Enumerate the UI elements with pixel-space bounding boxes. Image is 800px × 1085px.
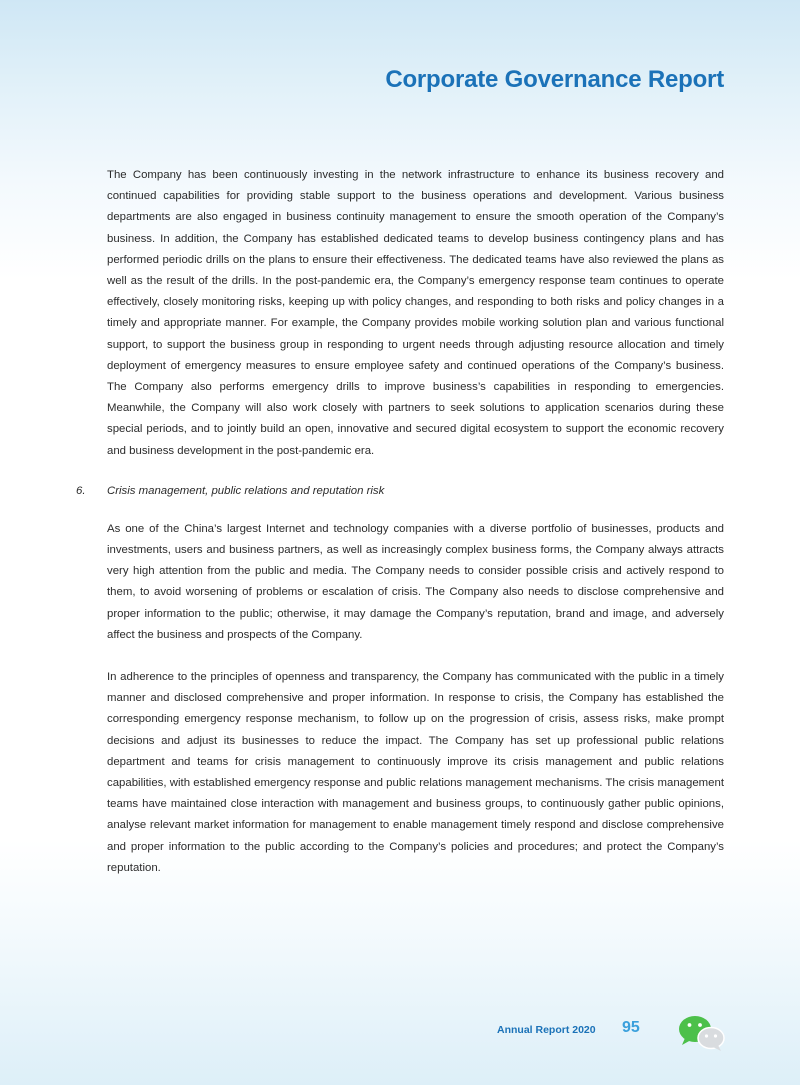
main-content (76, 165, 724, 879)
page-title: Corporate Governance Report (385, 66, 724, 93)
section-title: Crisis management, public relations and reputation risk (107, 484, 385, 497)
section-heading (76, 481, 724, 502)
paragraph-spacer (76, 646, 724, 667)
intro-paragraph: The Company has been continuously investing in the network infrastructure to enhance its business recovery and continued capabilities for providing stable support to the business operations and development. Various business departments are also engaged in business continuity management to ensure the smooth operation of the Company’s business. In addition, the Company has established dedicated teams to develop business contingency plans and has performed periodic drills on the plans to ensure their effectiveness. The dedicated teams have also reviewed the plans as well as the result of the drills. In the post-pandemic era, the Company’s emergency response team continues to operate effectively, closely monitoring risks, keeping up with policy changes, and responding to both risks and policy changes in a timely and appropriate manner. For example, the Company provides mobile working solution plan and various functional support, to support the business group in responding to urgent needs through adjusting resource allocation and timely deployment of emergency measures to ensure employee safety and continued operations of the Company’s business. The Company also performs emergency drills to improve business’s capabilities in responding to emergencies. Meanwhile, the Company will also work closely with partners to seek solutions to application scenarios during these special periods, and to jointly build an open, innovative and secured digital ecosystem to support the economic recovery and business development in the post-pandemic era. (107, 169, 724, 457)
footer-page-number: 95 (622, 1019, 640, 1036)
section-paragraph-2: In adherence to the principles of openness and transparency, the Company has communicated with the public in a timely manner and disclosed comprehensive and proper information. In response to crisis, the Company has established the corresponding emergency response mechanism, to follow up on the progression of crisis, assess risks, make prompt decisions and adjust its businesses to reduce the impact. The Company has set up professional public relations department and teams for crisis management to continuously improve its crisis management and public relations capabilities, with established emergency response and public relations management mechanisms. The crisis management teams have maintained close interaction with management and business groups, to continuously gather public opinions, analyse relevant market information for management to enable management timely respond and disclose comprehensive and proper information to the public according to the Company’s policies and procedures; and protect the Company’s reputation. (107, 671, 724, 874)
page-footer (0, 1010, 800, 1060)
section-paragraph-1: As one of the China’s largest Internet and technology companies with a diverse portfolio of businesses, products and investments, users and business partners, as well as increasingly complex business forms, the Company always attracts very high attention from the public and media. The Company needs to consider possible crisis and actively respond to them, to avoid worsening of problems or escalation of crisis. The Company also needs to disclose comprehensive and proper information to the public; otherwise, it may damage the Company’s reputation, brand and image, and adversely affect the business and prospects of the Company. (107, 522, 724, 641)
footer-report-label: Annual Report 2020 (497, 1024, 596, 1036)
wechat-icon (677, 1012, 727, 1052)
section-number: 6. (76, 484, 86, 497)
